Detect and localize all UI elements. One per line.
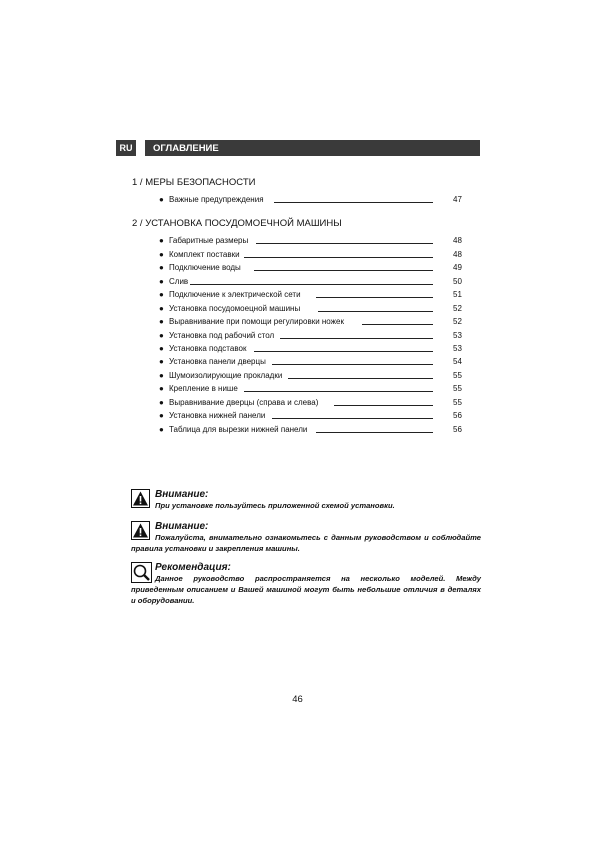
bullet-icon: ●: [159, 195, 164, 204]
toc-item-page: 56: [453, 411, 462, 421]
section-title: 2 / УСТАНОВКА ПОСУДОМОЕЧНОЙ МАШИНЫ: [132, 218, 342, 230]
note-text: Данное руководство распространяется на несколько моделей. Между приведенным описанием и Вашей машиной могут быть небольшие отличия в деталях и оборудовании.: [131, 574, 481, 605]
bullet-icon: ●: [159, 424, 164, 434]
toc-item: [132, 342, 466, 355]
toc-item-label: Шумоизолирующие прокладки: [169, 370, 283, 380]
toc-item-label: Таблица для вырезки нижней панели: [169, 424, 308, 434]
bullet-icon: ●: [159, 370, 164, 380]
toc-item-label: Важные предупреждения: [169, 195, 264, 204]
bullet-icon: ●: [159, 249, 164, 259]
note-text: При установке пользуйтесь приложенной схемой установки.: [155, 501, 395, 510]
toc-item-label: Установка нижней панели: [169, 411, 266, 421]
toc-item-label: Слив: [169, 276, 189, 286]
dot-leader: [244, 257, 433, 258]
bullet-icon: ●: [159, 357, 164, 367]
magnifier-icon: [131, 562, 152, 583]
toc-item: [132, 275, 466, 288]
toc-item: [132, 315, 466, 328]
bullet-icon: ●: [159, 236, 164, 246]
toc-item-page: 52: [453, 317, 462, 327]
dot-leader: [254, 270, 433, 271]
toc-item-page: 55: [453, 384, 462, 394]
bullet-icon: ●: [159, 290, 164, 300]
dot-leader: [334, 405, 433, 406]
toc-item-page: 48: [453, 249, 462, 259]
warning-icon: [131, 521, 150, 540]
recommendation-note: [131, 562, 481, 606]
bullet-icon: ●: [159, 343, 164, 353]
toc-header: [116, 140, 480, 156]
toc-item: [132, 193, 466, 206]
toc-item: [132, 329, 466, 342]
toc-item: [132, 288, 466, 301]
toc-item-page: 47: [453, 195, 462, 204]
toc-item-page: 48: [453, 236, 462, 246]
toc-item-page: 55: [453, 397, 462, 407]
toc-item-label: Комплект поставки: [169, 249, 240, 259]
dot-leader: [272, 364, 433, 365]
toc-item-label: Установка посудомоецной машины: [169, 303, 301, 313]
toc-item-label: Подключение к электрической сети: [169, 290, 301, 300]
bullet-icon: ●: [159, 330, 164, 340]
dot-leader: [280, 338, 433, 339]
dot-leader: [274, 202, 433, 203]
toc-item: [132, 423, 466, 436]
warning-note: [131, 489, 481, 511]
toc-item-page: 55: [453, 370, 462, 380]
bullet-icon: ●: [159, 276, 164, 286]
note-title: Рекомендация:: [155, 562, 231, 573]
toc-item-label: Установка панели дверцы: [169, 357, 266, 367]
toc-item: [132, 302, 466, 315]
note-title: Внимание:: [155, 489, 209, 500]
section-items: [132, 193, 466, 206]
toc-item-label: Подключение воды: [169, 263, 241, 273]
table-of-contents: [132, 176, 466, 436]
toc-item: [132, 261, 466, 274]
dot-leader: [318, 311, 433, 312]
dot-leader: [256, 243, 433, 244]
toc-item-label: Крепление в нише: [169, 384, 238, 394]
bullet-icon: ●: [159, 397, 164, 407]
language-badge: RU: [116, 140, 136, 156]
toc-item: [132, 396, 466, 409]
dot-leader: [288, 378, 433, 379]
toc-item-page: 54: [453, 357, 462, 367]
warning-icon: [131, 489, 150, 508]
note-text: Пожалуйста, внимательно ознакомьтесь с данным руководством и соблюдайте правила установки и закрепления машины.: [131, 533, 481, 553]
bullet-icon: ●: [159, 384, 164, 394]
toc-item: [132, 355, 466, 368]
bullet-icon: ●: [159, 263, 164, 273]
bullet-icon: ●: [159, 411, 164, 421]
dot-leader: [272, 418, 433, 419]
section-title: 1 / МЕРЫ БЕЗОПАСНОСТИ: [132, 177, 256, 188]
toc-item-label: Выравнивание дверцы (справа и слева): [169, 397, 319, 407]
bullet-icon: ●: [159, 317, 164, 327]
toc-item-page: 51: [453, 290, 462, 300]
toc-item-page: 53: [453, 330, 462, 340]
dot-leader: [190, 284, 433, 285]
toc-item: [132, 409, 466, 422]
toc-item-page: 50: [453, 276, 462, 286]
toc-item: [132, 234, 466, 247]
toc-item-page: 56: [453, 424, 462, 434]
toc-item-label: Выравнивание при помощи регулировки ножек: [169, 317, 344, 327]
dot-leader: [362, 324, 433, 325]
dot-leader: [244, 391, 433, 392]
warning-note: [131, 521, 481, 554]
toc-item: [132, 369, 466, 382]
dot-leader: [254, 351, 433, 352]
toc-item: [132, 248, 466, 261]
note-title: Внимание:: [155, 521, 209, 532]
bullet-icon: ●: [159, 303, 164, 313]
toc-item-label: Установка подставок: [169, 343, 247, 353]
dot-leader: [316, 432, 433, 433]
section-items: [132, 234, 466, 436]
page-number: 46: [292, 694, 303, 705]
header-title: ОГЛАВЛЕНИЕ: [145, 140, 480, 156]
toc-item-page: 49: [453, 263, 462, 273]
dot-leader: [316, 297, 433, 298]
toc-item-label: Установка под рабочий стол: [169, 330, 275, 340]
toc-item-label: Габаритные размеры: [169, 236, 249, 246]
toc-item: [132, 382, 466, 395]
toc-item-page: 53: [453, 343, 462, 353]
toc-item-page: 52: [453, 303, 462, 313]
